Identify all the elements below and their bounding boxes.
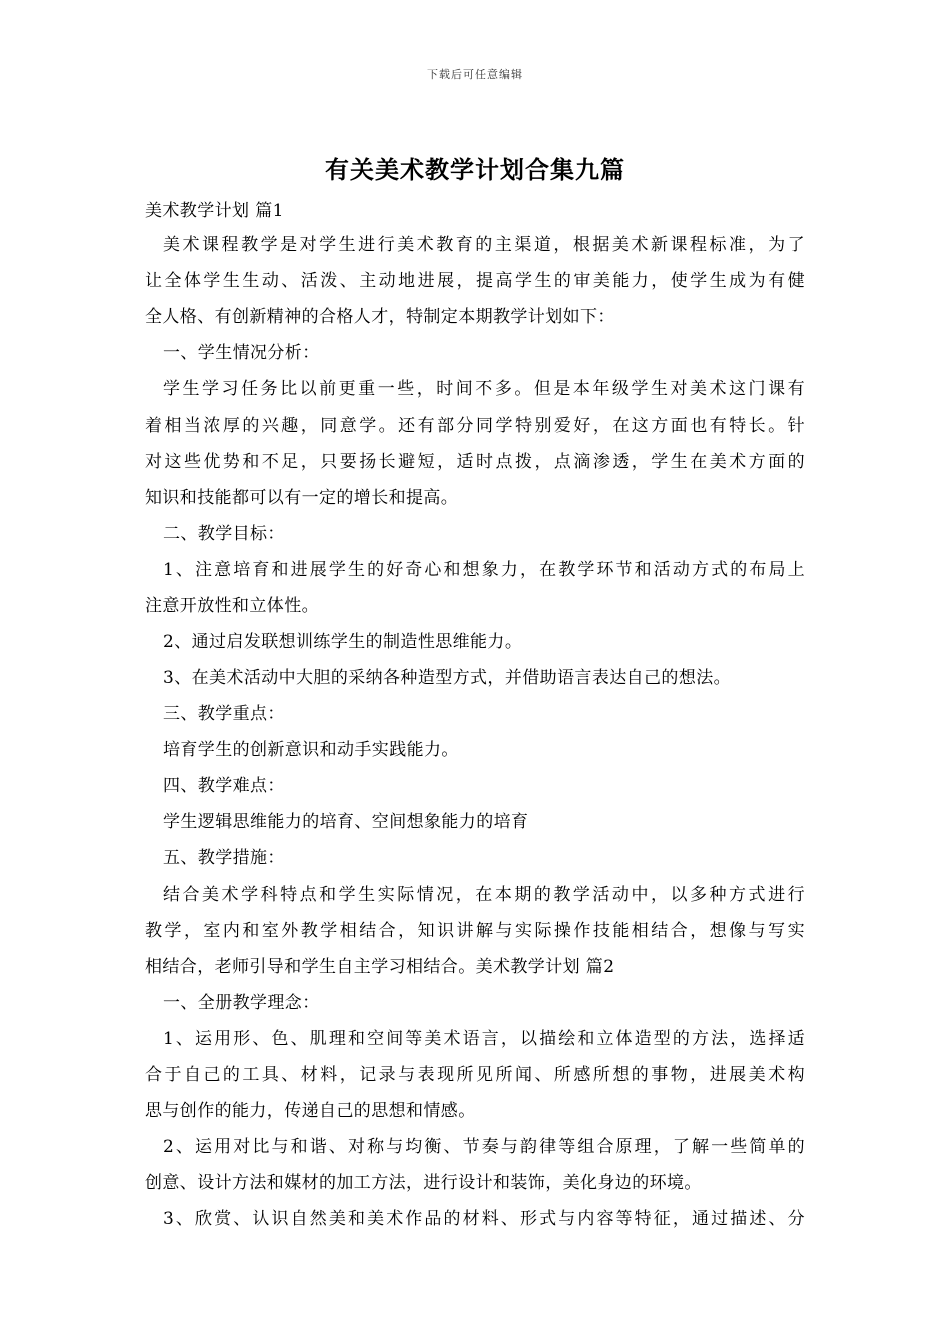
paragraph-line: 3、欣赏、认识自然美和美术作品的材料、形式与内容等特征，通过描述、分	[163, 1209, 805, 1229]
subheading: 一、全册教学理念：	[163, 993, 320, 1013]
paragraph-line: 1、运用形、色、肌理和空间等美术语言，以描绘和立体造型的方法，选择适	[163, 1029, 805, 1049]
paragraph-line: 学生学习任务比以前更重一些，时间不多。但是本年级学生对美术这门课有	[163, 379, 805, 399]
paragraph-line: 结合美术学科特点和学生实际情况，在本期的教学活动中，以多种方式进行	[163, 885, 805, 905]
paragraph-line: 思与创作的能力，传递自己的思想和情感。	[145, 1101, 476, 1121]
paragraph-line: 相结合，老师引导和学生自主学习相结合。美术教学计划 篇2	[145, 957, 615, 977]
paragraph-line: 全人格、有创新精神的合格人才，特制定本期教学计划如下：	[145, 307, 615, 327]
paragraph-line: 教学，室内和室外教学相结合，知识讲解与实际操作技能相结合，想像与写实	[145, 921, 805, 941]
header-note: 下载后可任意编辑	[427, 68, 523, 81]
paragraph-line: 2、运用对比与和谐、对称与均衡、节奏与韵律等组合原理，了解一些简单的	[163, 1137, 805, 1157]
subheading: 三、教学重点：	[163, 704, 285, 724]
paragraph-line: 培育学生的创新意识和动手实践能力。	[163, 740, 459, 760]
paragraph-line: 美术课程教学是对学生进行美术教育的主渠道，根据美术新课程标准，为了	[163, 235, 805, 255]
subheading: 二、教学目标：	[163, 524, 285, 544]
paragraph-line: 合于自己的工具、材料，记录与表现所见所闻、所感所想的事物，进展美术构	[145, 1065, 805, 1085]
section-heading: 美术教学计划 篇1	[145, 201, 284, 221]
paragraph-line: 3、在美术活动中大胆的采纳各种造型方式，并借助语言表达自己的想法。	[163, 668, 732, 688]
document-title: 有关美术教学计划合集九篇	[325, 155, 625, 184]
subheading: 五、教学措施：	[163, 848, 285, 868]
paragraph-line: 知识和技能都可以有一定的增长和提高。	[145, 488, 459, 508]
subheading: 一、学生情况分析：	[163, 343, 320, 363]
paragraph-line: 着相当浓厚的兴趣，同意学。还有部分同学特别爱好，在这方面也有特长。针	[145, 416, 805, 436]
paragraph-line: 2、通过启发联想训练学生的制造性思维能力。	[163, 632, 523, 652]
paragraph-line: 学生逻辑思维能力的培育、空间想象能力的培育	[163, 812, 529, 832]
subheading: 四、教学难点：	[163, 776, 285, 796]
paragraph-line: 对这些优势和不足，只要扬长避短，适时点拨，点滴渗透，学生在美术方面的	[145, 452, 805, 472]
paragraph-line: 1、注意培育和进展学生的好奇心和想象力，在教学环节和活动方式的布局上	[163, 560, 805, 580]
paragraph-line: 让全体学生生动、活泼、主动地进展，提高学生的审美能力，使学生成为有健	[145, 271, 805, 291]
paragraph-line: 创意、设计方法和媒材的加工方法，进行设计和装饰，美化身边的环境。	[145, 1173, 702, 1193]
paragraph-line: 注意开放性和立体性。	[145, 596, 319, 616]
